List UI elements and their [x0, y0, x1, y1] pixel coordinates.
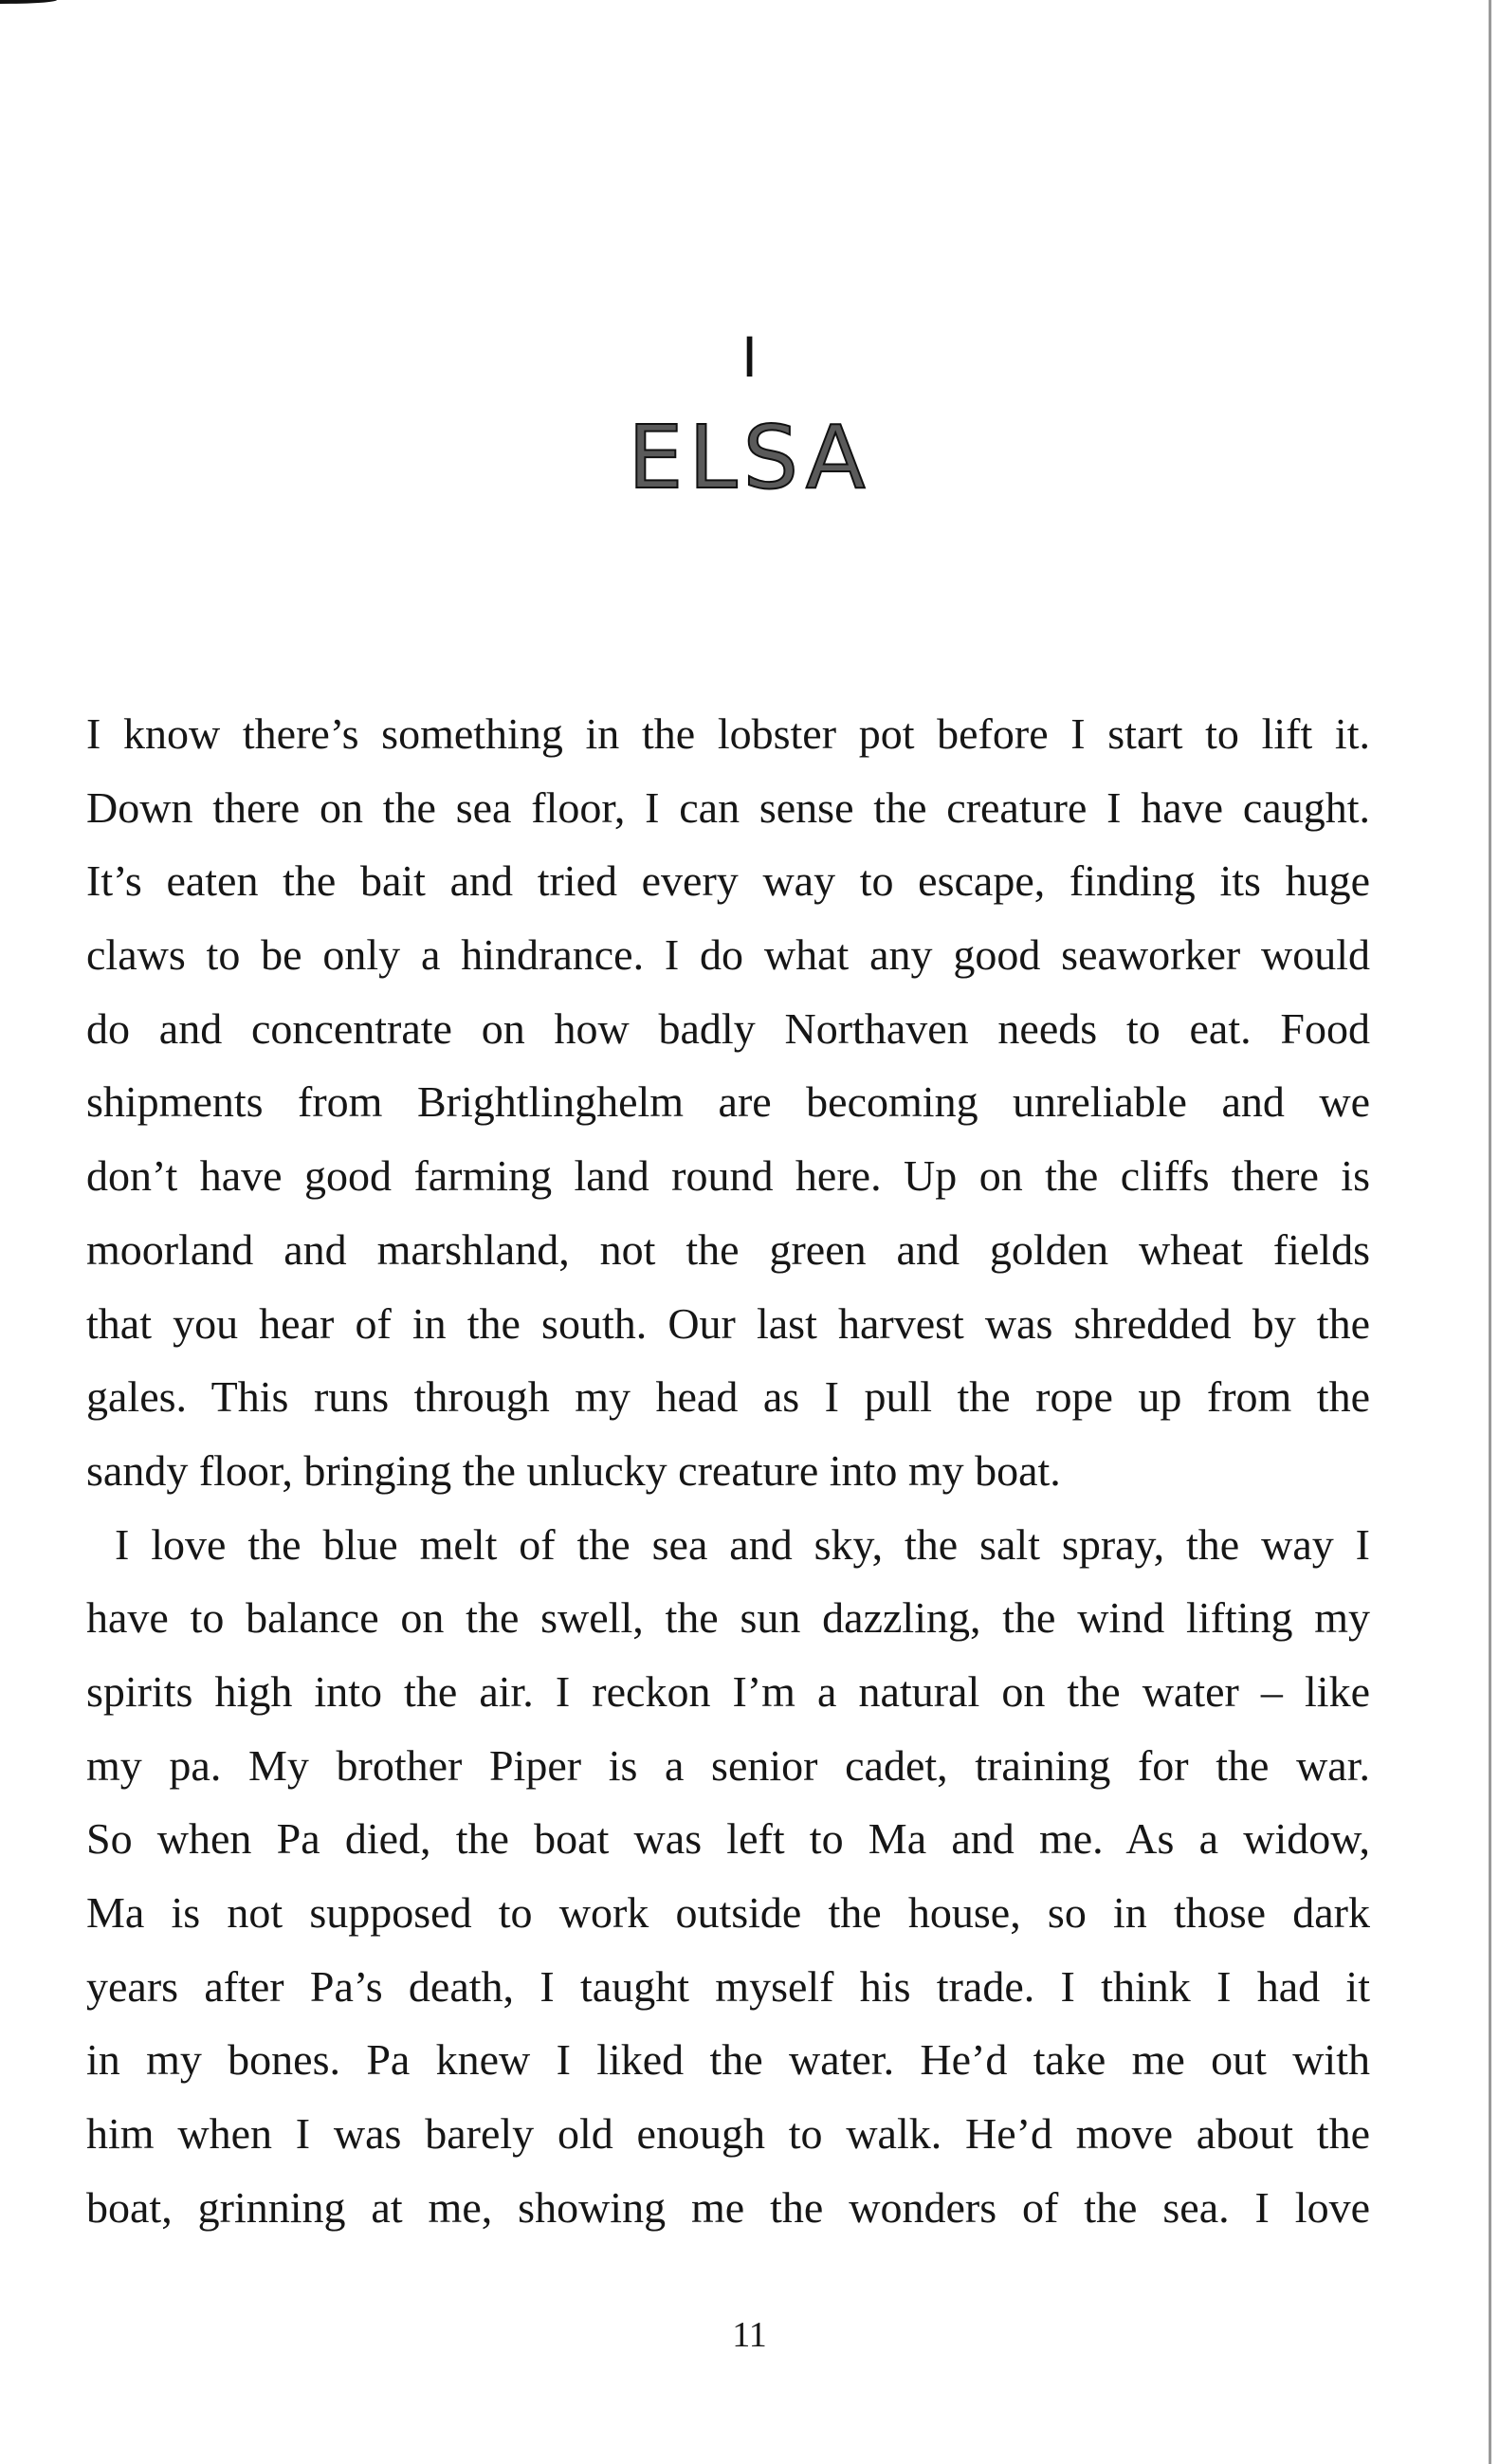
- text-line: do and concentrate on how badly Northaven needs to eat. Food: [86, 1003, 1370, 1053]
- text-line: shipments from Brightlinghelm are becoming unreliable and we: [86, 1077, 1370, 1127]
- text-line: sandy floor, bringing the unlucky creature into my boat.: [86, 1445, 1061, 1495]
- page-edge-shadow: [0, 0, 57, 4]
- text-line: gales. This runs through my head as I pull the rope up from the: [86, 1372, 1370, 1422]
- text-line: I love the blue melt of the sea and sky, the salt spray, the way I: [115, 1519, 1370, 1569]
- text-line: don’t have good farming land round here. Up on the cliffs there is: [86, 1151, 1370, 1201]
- text-line: in my bones. Pa knew I liked the water. He’d take me out with: [86, 2035, 1370, 2085]
- text-line: boat, grinning at me, showing me the wonders of the sea. I love: [86, 2182, 1370, 2232]
- body-text: [86, 697, 1370, 2244]
- page-number: 11: [732, 2315, 767, 2355]
- chapter-title: ELSA: [628, 407, 871, 508]
- text-line: I know there’s something in the lobster pot before I start to lift it.: [86, 709, 1370, 758]
- text-line: years after Pa’s death, I taught myself his trade. I think I had it: [86, 1961, 1370, 2011]
- text-line: spirits high into the air. I reckon I’m a natural on the water – like: [86, 1666, 1370, 1716]
- text-line: So when Pa died, the boat was left to Ma and me. As a widow,: [86, 1814, 1370, 1864]
- text-line: that you hear of in the south. Our last harvest was shredded by the: [86, 1298, 1370, 1348]
- text-line: moorland and marshland, not the green and golden wheat fields: [86, 1224, 1370, 1274]
- text-line: Down there on the sea floor, I can sense the creature I have caught.: [86, 782, 1370, 832]
- text-line: Ma is not supposed to work outside the house, so in those dark: [86, 1888, 1370, 1937]
- chapter-number: I: [740, 325, 759, 390]
- text-line: my pa. My brother Piper is a senior cadet, training for the war.: [86, 1740, 1370, 1790]
- text-line: It’s eaten the bait and tried every way to escape, finding its huge: [86, 856, 1370, 906]
- text-line: claws to be only a hindrance. I do what any good seaworker would: [86, 930, 1370, 980]
- text-line: him when I was barely old enough to walk. He’d move about the: [86, 2109, 1370, 2159]
- text-line: have to balance on the swell, the sun dazzling, the wind lifting my: [86, 1593, 1370, 1643]
